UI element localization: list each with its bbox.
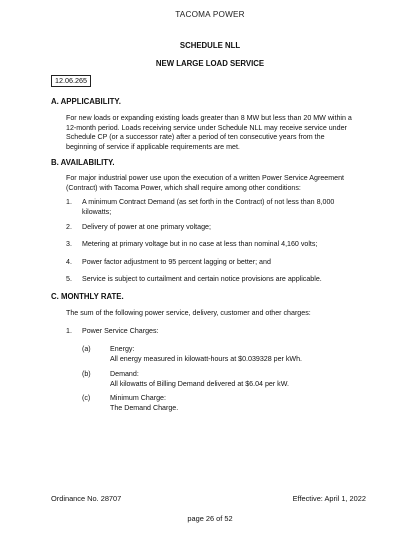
sub-item-text [110, 394, 390, 413]
text-line: beginning of service if applicable requirements are met. [66, 142, 240, 151]
sub-item-label: (a) [82, 345, 91, 353]
list-number: 1. [66, 327, 72, 335]
sub-item-detail: The Demand Charge. [110, 403, 179, 412]
text-line: For new loads or expanding existing loads greater than 8 MW but less than 20 MW within a [66, 114, 352, 122]
availability-paragraph [66, 174, 386, 193]
list-text: Delivery of power at one primary voltage; [82, 223, 211, 231]
text-line: Schedule CP (or a successor rate) after a period of ten consecutive years from the [66, 133, 325, 142]
organization-name: TACOMA POWER [175, 10, 245, 19]
list-number: 4. [66, 258, 72, 266]
applicability-paragraph [66, 114, 386, 152]
text-line: (Contract) with Tacoma Power, which shall require among other conditions: [66, 183, 301, 192]
list-text: Power factor adjustment to 95 percent lagging or better; and [82, 258, 271, 266]
page-number: page 26 of 52 [187, 514, 233, 523]
sub-item-label: (b) [82, 370, 91, 378]
effective-date: Effective: April 1, 2022 [292, 494, 366, 503]
list-text [82, 198, 382, 217]
section-code-box: 12.06.265 [51, 75, 91, 87]
list-text: Power Service Charges: [82, 327, 159, 335]
list-number: 2. [66, 223, 72, 231]
schedule-title: SCHEDULE NLL [179, 41, 241, 50]
service-title: NEW LARGE LOAD SERVICE [155, 59, 265, 68]
sub-item-title: Energy: [110, 345, 135, 353]
sub-item-text [110, 370, 390, 389]
sub-item-detail: All kilowatts of Billing Demand delivered at $6.04 per kW. [110, 379, 290, 388]
sub-item-label: (c) [82, 394, 91, 402]
sub-item-text [110, 345, 390, 364]
ordinance-number: Ordinance No. 28707 [51, 494, 122, 503]
heading-applicability: A. APPLICABILITY. [51, 97, 121, 106]
text-line: For major industrial power use upon the execution of a written Power Service Agreement [66, 174, 344, 182]
list-text: Service is subject to curtailment and certain notice provisions are applicable. [82, 275, 322, 283]
heading-monthly-rate: C. MONTHLY RATE. [51, 292, 124, 301]
sub-item-title: Demand: [110, 370, 139, 378]
text-line: A minimum Contract Demand (as set forth in the Contract) of not less than 8,000 [82, 198, 335, 206]
list-number: 1. [66, 198, 72, 206]
text-line: kilowatts; [82, 207, 112, 216]
heading-availability: B. AVAILABILITY. [51, 158, 115, 167]
list-number: 5. [66, 275, 72, 283]
list-text: Metering at primary voltage but in no case at less than nominal 4,160 volts; [82, 240, 318, 248]
monthly-rate-intro: The sum of the following power service, delivery, customer and other charges: [66, 309, 311, 317]
sub-item-detail: All energy measured in kilowatt-hours at $0.039328 per kWh. [110, 354, 303, 363]
text-line: 12-month period. Loads receiving service under Schedule NLL may receive service under [66, 123, 347, 132]
list-number: 3. [66, 240, 72, 248]
sub-item-title: Minimum Charge: [110, 394, 166, 402]
